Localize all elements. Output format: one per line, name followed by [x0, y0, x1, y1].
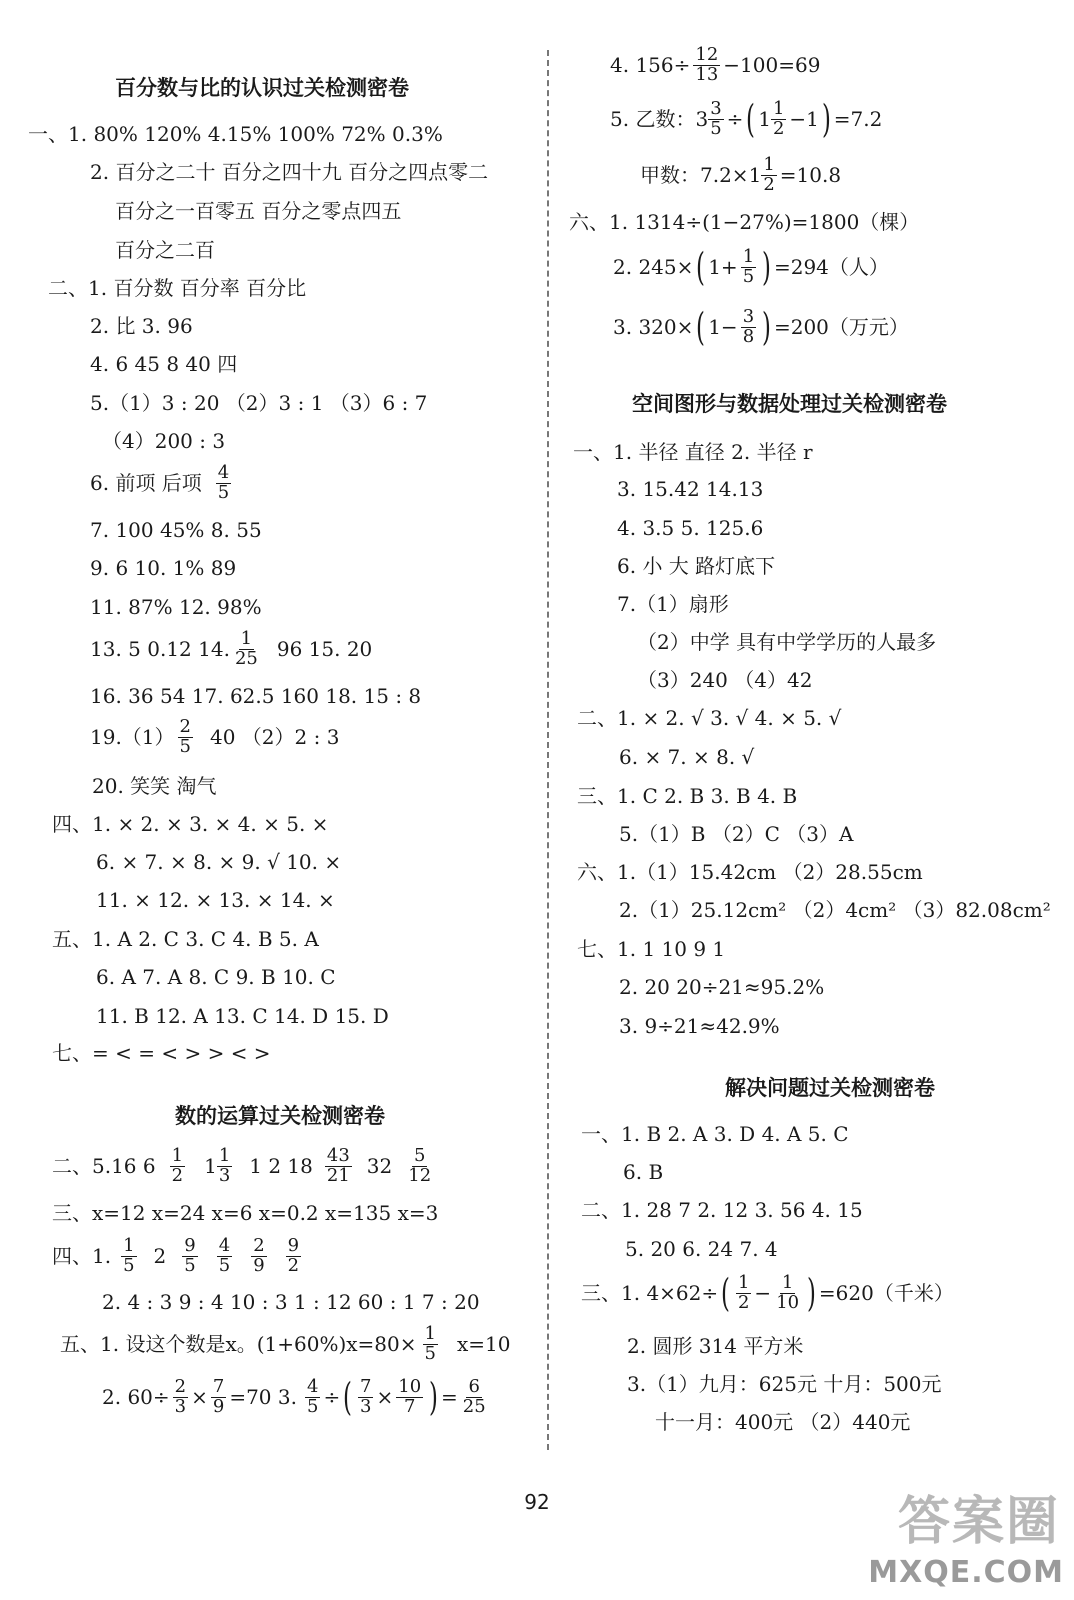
answer-line: 9. 6 10. 1% 89 — [90, 556, 237, 580]
answer-text: =7.2 — [833, 107, 883, 132]
left-paren: ( — [721, 1271, 731, 1316]
answer-text: 2 — [153, 1244, 167, 1269]
answer-line: 六、1.（1）15.42cm （2）28.55cm — [577, 860, 923, 884]
answer-line: （4）200 : 3 — [102, 429, 226, 453]
answer-line: 二、1. 百分数 百分率 百分比 — [48, 276, 307, 300]
denominator: 13 — [695, 63, 719, 85]
right-paren: ) — [762, 245, 772, 290]
answer-line-fraction — [610, 46, 820, 85]
answer-line: 4. 3.5 5. 125.6 — [617, 516, 764, 540]
column-divider — [547, 50, 549, 1450]
numerator: 1 — [737, 1272, 750, 1293]
answer-line: 七、1. 1 10 9 1 — [577, 937, 726, 961]
denominator: 2 — [737, 1291, 750, 1313]
numerator: 2 — [253, 1235, 265, 1256]
whole-part: 1 — [204, 1154, 217, 1179]
answer-line: 一、1. 半径 直径 2. 半径 r — [573, 440, 813, 464]
watermark-logo: 答案圈 — [897, 1492, 1060, 1552]
answer-line: 百分之二百 — [115, 238, 215, 262]
numerator: 1 — [240, 628, 253, 649]
fraction — [708, 100, 723, 139]
answer-text: x=10 — [456, 1332, 511, 1357]
answer-text: =10.8 — [779, 163, 842, 188]
numerator: 1 — [218, 1145, 231, 1166]
denominator: 21 — [326, 1164, 350, 1186]
answer-text: = — [440, 1385, 458, 1410]
numerator: 9 — [287, 1235, 300, 1256]
left-paren: ( — [696, 245, 706, 290]
answer-line-fraction — [102, 1375, 491, 1420]
left-paren: ( — [746, 97, 756, 142]
answer-line-fraction — [52, 1237, 304, 1276]
denominator: 5 — [217, 481, 230, 503]
answer-text: 2. 245× — [613, 255, 694, 280]
answer-line: 11. B 12. A 13. C 14. D 15. D — [96, 1004, 389, 1028]
fraction — [406, 1147, 433, 1186]
answer-text: ÷ — [726, 107, 744, 132]
fraction — [286, 1237, 301, 1276]
denominator: 5 — [710, 117, 722, 139]
answer-line: （3）240 （4）42 — [637, 668, 813, 692]
fraction — [423, 1325, 438, 1364]
left-paren: ( — [343, 1375, 353, 1420]
answer-line: 20. 笑笑 淘气 — [92, 774, 217, 798]
answer-text: 3. 320× — [613, 315, 694, 340]
answer-line: 7. 100 45% 8. 55 — [90, 518, 262, 542]
answer-line-fraction — [52, 1147, 436, 1186]
answer-text: 19.（1） — [90, 725, 175, 750]
numerator: 7 — [360, 1376, 372, 1397]
answer-line: 六、1. 1314÷(1−27%)=1800（棵） — [569, 210, 920, 234]
answer-text: 5. 乙数： — [610, 107, 696, 132]
denominator: 5 — [742, 265, 755, 287]
answer-text: 4. 156÷ — [610, 53, 691, 78]
answer-text: 三、1. 4×62÷ — [581, 1281, 719, 1306]
denominator: 3 — [218, 1164, 231, 1186]
denominator: 2 — [763, 173, 775, 195]
answer-line: 二、1. 28 7 2. 12 3. 56 4. 15 — [581, 1198, 863, 1222]
mixed-number — [695, 100, 726, 139]
numerator: 7 — [212, 1376, 225, 1397]
answer-text: 甲数：7.2× — [640, 163, 749, 188]
numerator: 3 — [710, 98, 722, 119]
fraction — [217, 1147, 232, 1186]
answer-text: =70 3. — [229, 1385, 297, 1410]
denominator: 9 — [253, 1254, 265, 1276]
answer-text: 1− — [708, 315, 738, 340]
answer-line: 十一月：400元 （2）440元 — [655, 1410, 911, 1434]
numerator: 1 — [772, 98, 785, 119]
answer-line-fraction — [613, 245, 889, 290]
numerator: 1 — [171, 1145, 184, 1166]
answer-line: 4. 6 45 8 40 四 — [90, 352, 238, 376]
left-paren: ( — [696, 305, 706, 350]
answer-text: 四、1. — [52, 1244, 112, 1269]
section-title-problem-solving: 解决问题过关检测密卷 — [725, 1076, 935, 1100]
fraction — [211, 1378, 226, 1417]
answer-line: 三、x=12 x=24 x=6 x=0.2 x=135 x=3 — [52, 1201, 439, 1225]
answer-line: 一、1. 80% 120% 4.15% 100% 72% 0.3% — [28, 122, 443, 146]
mixed-number — [758, 100, 789, 139]
right-paren: ) — [429, 1375, 439, 1420]
answer-line: 6. A 7. A 8. C 9. B 10. C — [96, 965, 336, 989]
answer-line: 2. 百分之二十 百分之四十九 百分之四点零二 — [90, 160, 489, 184]
answer-line: 11. × 12. × 13. × 14. × — [96, 888, 335, 912]
answer-line: 2. 4 : 3 9 : 4 10 : 3 1 : 12 60 : 1 7 : 20 — [102, 1290, 480, 1314]
fraction — [217, 1237, 232, 1276]
answer-line: 6. 小 大 路灯底下 — [617, 554, 776, 578]
fraction — [761, 156, 776, 195]
answer-line: 5.（1）3 : 20 （2）3 : 1 （3）6 : 7 — [90, 391, 428, 415]
answer-line: 二、1. × 2. √ 3. √ 4. × 5. √ — [577, 706, 842, 730]
answer-line-fraction — [90, 630, 372, 669]
answer-line-fraction — [60, 1325, 510, 1364]
numerator: 12 — [695, 44, 719, 65]
answer-text: 32 — [366, 1154, 393, 1179]
answer-text: 96 15. 20 — [276, 637, 373, 662]
numerator: 43 — [326, 1145, 350, 1166]
answer-line: （2）中学 具有中学学历的人最多 — [637, 630, 937, 654]
answer-text: =620（千米） — [818, 1281, 954, 1306]
numerator: 10 — [398, 1376, 422, 1397]
denominator: 5 — [179, 735, 191, 757]
denominator: 2 — [287, 1254, 300, 1276]
numerator: 1 — [123, 1235, 135, 1256]
whole-part: 1 — [748, 163, 762, 188]
fraction — [170, 1147, 185, 1186]
numerator: 4 — [218, 1235, 231, 1256]
fraction — [251, 1237, 266, 1276]
answer-text: 13. 5 0.12 14. — [90, 637, 230, 662]
numerator: 4 — [306, 1376, 319, 1397]
right-paren: ) — [807, 1271, 816, 1316]
answer-line: 3.（1）九月：625元 十月：500元 — [627, 1372, 942, 1396]
denominator: 5 — [218, 1254, 231, 1276]
fraction — [736, 1274, 751, 1313]
answer-text: − — [754, 1281, 772, 1306]
right-paren: ) — [821, 97, 831, 142]
fraction — [741, 248, 756, 287]
denominator: 5 — [123, 1254, 135, 1276]
answer-line: 四、1. × 2. × 3. × 4. × 5. × — [52, 812, 329, 836]
denominator: 25 — [234, 647, 258, 669]
section-title-arithmetic: 数的运算过关检测密卷 — [175, 1104, 385, 1128]
fraction — [182, 1237, 197, 1276]
denominator: 12 — [408, 1164, 432, 1186]
numerator: 9 — [184, 1235, 196, 1256]
answer-line: 6. × 7. × 8. √ — [619, 745, 755, 769]
answer-text: × — [376, 1385, 394, 1410]
answer-text: ÷ — [323, 1385, 341, 1410]
numerator: 2 — [179, 716, 191, 737]
denominator: 7 — [403, 1395, 416, 1417]
answer-text: =200（万元） — [773, 315, 909, 340]
answer-line: 一、1. B 2. A 3. D 4. A 5. C — [581, 1122, 849, 1146]
fraction — [216, 464, 231, 503]
whole-part: 3 — [695, 107, 709, 132]
answer-text: =294（人） — [773, 255, 889, 280]
answer-line: 2. 20 20÷21≈95.2% — [619, 975, 825, 999]
answer-text: 二、5.16 6 — [52, 1154, 156, 1179]
fraction — [305, 1378, 320, 1417]
fraction — [771, 100, 786, 139]
section-title-geometry-data: 空间图形与数据处理过关检测密卷 — [632, 392, 947, 416]
denominator: 25 — [462, 1395, 486, 1417]
numerator: 2 — [174, 1376, 187, 1397]
answer-text: × — [191, 1385, 208, 1410]
fraction — [173, 1378, 188, 1417]
numerator: 5 — [413, 1145, 426, 1166]
answer-line: 6. B — [623, 1160, 664, 1184]
answer-line: 11. 87% 12. 98% — [90, 595, 262, 619]
fraction — [396, 1378, 423, 1417]
answer-line: 5.（1）B （2）C （3）A — [619, 822, 854, 846]
right-paren: ) — [762, 305, 772, 350]
denominator: 10 — [776, 1291, 800, 1313]
answer-line: 7.（1）扇形 — [617, 592, 729, 616]
answer-line: 五、1. A 2. C 3. C 4. B 5. A — [52, 927, 319, 951]
answer-text: 1 2 18 — [249, 1154, 313, 1179]
answer-text: 2. 60÷ — [102, 1385, 170, 1410]
answer-text: −100=69 — [723, 53, 821, 78]
fraction — [233, 630, 260, 669]
denominator: 3 — [174, 1395, 187, 1417]
answer-text: 6. 前项 后项 — [90, 471, 202, 496]
answer-line-fraction — [613, 305, 909, 350]
answer-line-fraction — [610, 97, 883, 142]
denominator: 8 — [742, 325, 755, 347]
fraction — [178, 718, 193, 757]
answer-text: −1 — [789, 107, 819, 132]
denominator: 5 — [306, 1395, 319, 1417]
answer-line: 百分之一百零五 百分之零点四五 — [115, 199, 402, 223]
answer-line-fraction — [90, 718, 339, 757]
whole-part: 1 — [758, 107, 771, 132]
denominator: 2 — [772, 117, 785, 139]
answer-line-fraction — [640, 156, 841, 195]
answer-line: 七、= < = < > > < > — [52, 1041, 271, 1065]
denominator: 9 — [212, 1395, 225, 1417]
answer-line: 2.（1）25.12cm² （2）4cm² （3）82.08cm² — [619, 898, 1051, 922]
fraction — [358, 1378, 373, 1417]
answer-line: 3. 15.42 14.13 — [617, 477, 764, 501]
answer-text: 五、1. 设这个数是x。(1+60%)x=80× — [60, 1332, 417, 1357]
answer-line: 2. 比 3. 96 — [90, 314, 193, 338]
answer-line: 5. 20 6. 24 7. 4 — [625, 1237, 778, 1261]
mixed-number — [749, 156, 780, 195]
fraction — [121, 1237, 136, 1276]
fraction — [693, 46, 720, 85]
denominator: 5 — [184, 1254, 196, 1276]
answer-text: 1+ — [708, 255, 738, 280]
section-title-percent-ratio: 百分数与比的认识过关检测密卷 — [115, 76, 409, 100]
answer-line: 16. 36 54 17. 62.5 160 18. 15 : 8 — [90, 684, 422, 708]
numerator: 6 — [468, 1376, 480, 1397]
denominator: 5 — [424, 1342, 436, 1364]
numerator: 1 — [742, 246, 755, 267]
fraction — [741, 308, 756, 347]
answer-text: 40 （2）2 : 3 — [209, 725, 340, 750]
numerator: 1 — [763, 154, 775, 175]
denominator: 3 — [360, 1395, 372, 1417]
numerator: 4 — [217, 462, 230, 483]
answer-line: 2. 圆形 314 平方米 — [627, 1334, 804, 1358]
page-number: 92 — [524, 1490, 550, 1514]
watermark-url: MXQE.COM — [868, 1555, 1064, 1590]
answer-line-fraction — [581, 1271, 954, 1316]
fraction — [325, 1147, 352, 1186]
fraction — [461, 1378, 488, 1417]
answer-line: 三、1. C 2. B 3. B 4. B — [577, 784, 798, 808]
mixed-number — [204, 1147, 235, 1186]
answer-line: 6. × 7. × 8. × 9. √ 10. × — [96, 850, 342, 874]
numerator: 1 — [781, 1272, 794, 1293]
numerator: 1 — [424, 1323, 436, 1344]
answer-line: 3. 9÷21≈42.9% — [619, 1014, 780, 1038]
fraction — [774, 1274, 801, 1313]
numerator: 3 — [742, 306, 755, 327]
answer-line-fraction — [90, 464, 234, 503]
denominator: 2 — [171, 1164, 184, 1186]
